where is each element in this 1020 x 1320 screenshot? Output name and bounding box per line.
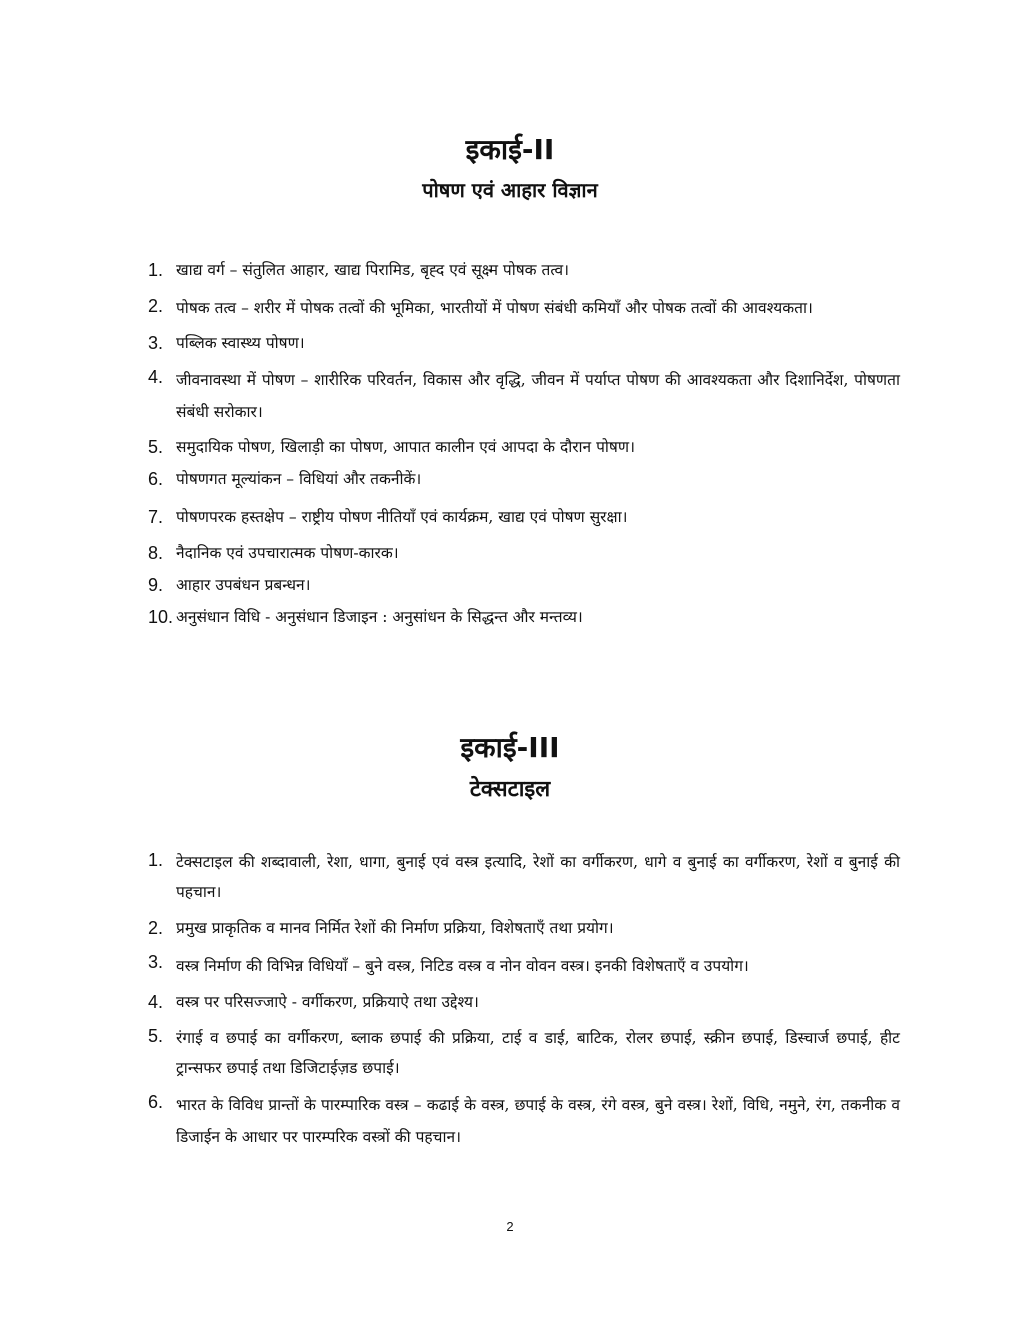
- item-number: 4.: [148, 992, 164, 1012]
- item-text: टेक्सटाइल की शब्दावाली, रेशा, धागा, बुनाई एवं वस्त्र इत्यादि, रेशों का वर्गीकरण, धागे व बुनाई का वर्गीकरण, रेशों व बुनाई की पहचान।: [176, 853, 900, 901]
- list-item: [148, 572, 900, 598]
- item-text: पोषणगत मूल्यांकन – विधियां और तकनीकें।: [176, 470, 422, 488]
- item-number: 2.: [148, 296, 164, 316]
- item-text: अनुसंधान विधि - अनुसंधान डिजाइन : अनुसांधन के सिद्धन्त और मन्तव्य।: [176, 608, 583, 626]
- item-number: 6.: [148, 1092, 164, 1112]
- item-number: 10.: [148, 607, 174, 627]
- unit-3-title: इकाई-III: [460, 731, 560, 764]
- list-item: [148, 257, 900, 283]
- list-item: [148, 989, 900, 1015]
- item-text: खाद्य वर्ग – संतुलित आहार, खाद्य पिरामिड, बृह्द एवं सूक्ष्म पोषक तत्व।: [176, 261, 569, 279]
- item-number: 3.: [148, 952, 164, 972]
- item-number: 3.: [148, 333, 164, 353]
- item-number: 4.: [148, 367, 164, 387]
- item-text: प्रमुख प्राकृतिक व मानव निर्मित रेशों की निर्माण प्रक्रिया, विशेषताएँ तथा प्रयोग।: [176, 919, 614, 937]
- item-number: 8.: [148, 543, 164, 563]
- list-item: [148, 466, 900, 492]
- item-number: 6.: [148, 469, 164, 489]
- item-text: पोषक तत्व – शरीर में पोषक तत्वों की भूमिका, भारतीयों में पोषण संबंधी कमियाँ और पोषक तत्वों की आवश्यकता।: [176, 299, 813, 317]
- list-item: [148, 330, 900, 356]
- item-text: रंगाई व छपाई का वर्गीकरण, ब्लाक छपाई की प्रक्रिया, टाई व डाई, बाटिक, रोलर छपाई, स्क्रीन छपाई, डिस्चार्ज छपाई, हीट ट्रान्सफर छपाई तथा डिजिटाईज़ड छपाई।: [176, 1029, 900, 1077]
- item-text: पब्लिक स्वास्थ्य पोषण।: [176, 334, 305, 352]
- item-number: 5.: [148, 1026, 164, 1046]
- list-item: [148, 504, 900, 530]
- item-number: 1.: [148, 850, 164, 870]
- item-text: पोषणपरक हस्तक्षेप – राष्ट्रीय पोषण नीतियाँ एवं कार्यक्रम, खाद्य एवं पोषण सुरक्षा।: [176, 508, 628, 526]
- list-item: [148, 1089, 900, 1153]
- unit-2-title: इकाई-II: [465, 133, 555, 166]
- item-number: 1.: [148, 260, 164, 280]
- list-item: [148, 915, 900, 941]
- unit-3-subtitle: टेक्सटाइल: [469, 777, 551, 802]
- page-number: 2: [506, 1219, 514, 1234]
- list-item: [148, 604, 900, 630]
- list-item: [148, 949, 900, 983]
- unit-3-topic-list: [148, 847, 900, 1153]
- item-text: वस्त्र पर परिसज्जाऐ - वर्गीकरण, प्रक्रियाऐ तथा उद्देश्य।: [176, 993, 479, 1011]
- item-number: 2.: [148, 918, 164, 938]
- item-text: वस्त्र निर्माण की विभिन्न विधियाँ – बुने वस्त्र, निटिड वस्त्र व नोन वोवन वस्त्र। इनकी विशेषताएँ व उपयोग।: [176, 957, 749, 975]
- unit-2-topic-list: [148, 257, 900, 630]
- list-item: [148, 364, 900, 428]
- item-text: भारत के विविध प्रान्तों के पारम्पारिक वस्त्र – कढाई के वस्त्र, छपाई के वस्त्र, रंगे वस्त्र, बुने वस्त्र। रेशों, विधि, नमुने, रंग, तकनीक व डिजाईन के आधार पर पारम्परिक वस्त्रों की पहचान।: [176, 1096, 900, 1146]
- list-item: [148, 847, 900, 907]
- list-item: [148, 434, 900, 460]
- item-number: 9.: [148, 575, 164, 595]
- list-item: [148, 540, 900, 566]
- unit-3-heading: [0, 730, 1020, 804]
- item-text: नैदानिक एवं उपचारात्मक पोषण-कारक।: [176, 544, 399, 562]
- list-item: [148, 293, 900, 324]
- item-number: 7.: [148, 507, 164, 527]
- item-text: आहार उपबंधन प्रबन्धन।: [176, 576, 311, 594]
- unit-2-subtitle: पोषण एवं आहार विज्ञान: [422, 178, 598, 202]
- unit-2-heading: [0, 132, 1020, 204]
- list-item: [148, 1023, 900, 1083]
- item-text: समुदायिक पोषण, खिलाड़ी का पोषण, आपात कालीन एवं आपदा के दौरान पोषण।: [176, 438, 635, 456]
- item-text: जीवनावस्था में पोषण – शारीरिक परिवर्तन, विकास और वृद्धि, जीवन में पर्याप्त पोषण की आवश्यकता और दिशानिर्देश, पोषणता संबंधी सरोकार।: [176, 371, 900, 421]
- item-number: 5.: [148, 437, 164, 457]
